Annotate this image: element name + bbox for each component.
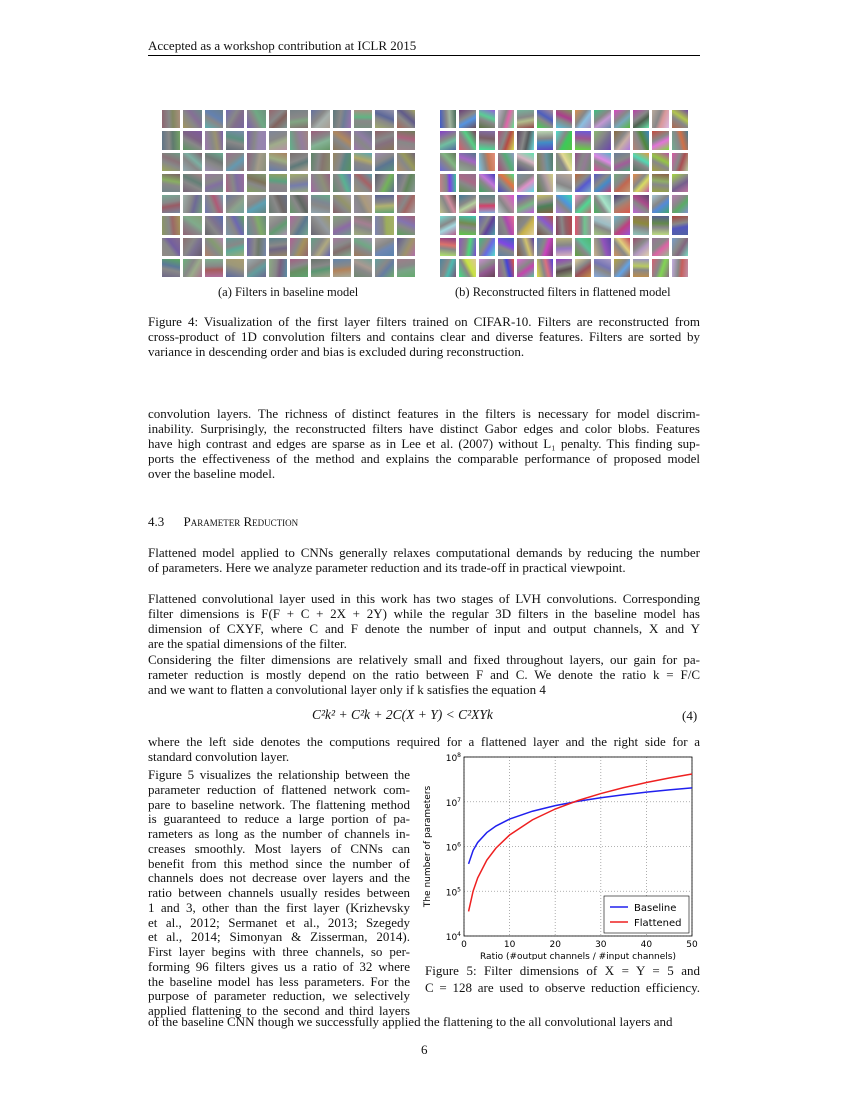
filter-tile bbox=[247, 131, 265, 149]
filter-tile bbox=[397, 174, 415, 192]
text-line: pare to baseline network. The flattening method bbox=[148, 796, 410, 812]
filter-tile bbox=[183, 110, 201, 128]
filter-tile bbox=[479, 216, 495, 234]
filter-tile bbox=[311, 195, 329, 213]
filter-tile bbox=[614, 153, 630, 171]
filter-tile bbox=[556, 131, 572, 149]
section-heading bbox=[148, 514, 298, 530]
filter-tile bbox=[556, 153, 572, 171]
filter-tile bbox=[205, 259, 223, 277]
baseline-filters-image bbox=[162, 110, 415, 277]
x-tick-label: 0 bbox=[461, 940, 467, 950]
filter-tile bbox=[575, 110, 591, 128]
text-line: First layer begins with three channels, so per- bbox=[148, 944, 410, 959]
filter-tile bbox=[614, 259, 630, 277]
filter-tile bbox=[517, 174, 533, 192]
filter-tile bbox=[498, 216, 514, 234]
filter-tile bbox=[290, 131, 308, 149]
filter-tile bbox=[652, 153, 668, 171]
filter-tile bbox=[498, 153, 514, 171]
filter-tile bbox=[517, 110, 533, 128]
filter-tile bbox=[375, 131, 393, 149]
filter-tile bbox=[594, 174, 610, 192]
filter-tile bbox=[556, 195, 572, 213]
paragraph-last-line: of the baseline CNN though we successfully applied the flattening to the all convolutional layers and bbox=[148, 1014, 673, 1029]
y-axis-label: The number of parameters bbox=[423, 785, 433, 908]
filter-tile bbox=[537, 238, 553, 256]
filter-tile bbox=[614, 174, 630, 192]
filter-tile bbox=[459, 153, 475, 171]
filter-tile bbox=[537, 110, 553, 128]
text-line: channels does not decrease over layers and the bbox=[148, 870, 410, 886]
filter-tile bbox=[290, 238, 308, 256]
text-line: the baseline model has less parameters. For the bbox=[148, 973, 410, 989]
filter-tile bbox=[354, 238, 372, 256]
filter-tile bbox=[440, 131, 456, 149]
x-axis-label: Ratio (#output channels / #input channels) bbox=[480, 952, 676, 960]
filter-tile bbox=[575, 216, 591, 234]
filter-tile bbox=[459, 216, 475, 234]
filter-tile bbox=[183, 195, 201, 213]
filter-tile bbox=[672, 195, 688, 213]
text-line: ratio between channels usually resides between bbox=[148, 885, 410, 900]
filter-tile bbox=[162, 131, 180, 149]
section-title: Parameter Reduction bbox=[183, 514, 299, 529]
filter-tile bbox=[556, 174, 572, 192]
filter-tile bbox=[183, 153, 201, 171]
filter-tile bbox=[226, 216, 244, 234]
filter-tile bbox=[311, 216, 329, 234]
flattened-filters-image bbox=[440, 110, 688, 277]
filter-tile bbox=[672, 259, 688, 277]
page-number: 6 bbox=[421, 1042, 428, 1057]
text-line: rameters as long as the number of channels in- bbox=[148, 826, 410, 841]
filter-tile bbox=[614, 195, 630, 213]
filter-tile bbox=[672, 110, 688, 128]
filter-tile bbox=[247, 259, 265, 277]
filter-tile bbox=[311, 259, 329, 277]
text-line: dimension of CXYF, where C and F denote the number of input and output channels, X and Y bbox=[148, 621, 700, 636]
filter-tile bbox=[375, 195, 393, 213]
filter-tile bbox=[652, 195, 668, 213]
filter-tile bbox=[517, 238, 533, 256]
filter-tile bbox=[575, 238, 591, 256]
filter-tile bbox=[633, 195, 649, 213]
text-line: have high contrast and edges are sparse as in Lee et al. (2007) without L₁ penalty. This finding sup- bbox=[148, 436, 700, 451]
text-line: Flattened convolutional layer used in this work has two stages of LVH convolutions. Corresponding bbox=[148, 591, 700, 606]
filter-tile bbox=[575, 195, 591, 213]
filter-tile bbox=[311, 131, 329, 149]
header-rule bbox=[148, 55, 700, 56]
filter-tile bbox=[290, 174, 308, 192]
filter-tile bbox=[269, 195, 287, 213]
filter-tile bbox=[633, 110, 649, 128]
filter-tile bbox=[269, 110, 287, 128]
filter-tile bbox=[247, 174, 265, 192]
filter-tile bbox=[594, 153, 610, 171]
filter-tile bbox=[479, 259, 495, 277]
filter-tile bbox=[226, 259, 244, 277]
text-line: of parameters. Here we analyze parameter reduction and its trade-off in practical viewpoint. bbox=[148, 560, 626, 575]
filter-tile bbox=[333, 110, 351, 128]
text-line: Considering the filter dimensions are relatively small and fixed throughout layers, our gain for pa- bbox=[148, 652, 700, 667]
figure5-chart bbox=[420, 745, 710, 960]
filter-tile bbox=[575, 174, 591, 192]
filter-tile bbox=[556, 259, 572, 277]
filter-tile bbox=[205, 174, 223, 192]
text-line: forming 96 filters gives us a ratio of 32 where bbox=[148, 958, 410, 974]
y-tick-label: $10^5$ bbox=[445, 886, 461, 899]
filter-tile bbox=[459, 259, 475, 277]
filter-tile bbox=[162, 195, 180, 213]
filter-tile bbox=[537, 259, 553, 277]
text-line: standard convolution layer. bbox=[148, 749, 290, 764]
equation: C²k² + C²k + 2C(X + Y) < C²XYk bbox=[312, 707, 493, 722]
filter-tile bbox=[205, 153, 223, 171]
filter-tile bbox=[440, 153, 456, 171]
filter-tile bbox=[440, 110, 456, 128]
subcaption-a: (a) Filters in baseline model bbox=[218, 285, 359, 299]
text-line: C = 128 are used to observe reduction efficiency. bbox=[425, 980, 700, 995]
text-line: rameter reduction is mostly depend on the ratio between F and C. We denote the ratio k = F/C bbox=[148, 667, 700, 682]
filter-tile bbox=[459, 238, 475, 256]
filter-tile bbox=[397, 259, 415, 277]
filter-tile bbox=[633, 216, 649, 234]
text-line: benefit from this method since the number of bbox=[148, 855, 410, 871]
filter-tile bbox=[354, 174, 372, 192]
filter-tile bbox=[375, 216, 393, 234]
filter-tile bbox=[556, 238, 572, 256]
text-line: et al., 2012; Sermanet et al., 2013; Szegedy bbox=[148, 914, 410, 930]
filter-tile bbox=[537, 153, 553, 171]
filter-tile bbox=[440, 216, 456, 234]
filter-tile bbox=[652, 131, 668, 149]
filter-tile bbox=[333, 238, 351, 256]
y-tick-label: $10^6$ bbox=[445, 841, 461, 854]
filter-tile bbox=[162, 238, 180, 256]
filter-tile bbox=[354, 153, 372, 171]
x-tick-label: 40 bbox=[640, 940, 653, 950]
subcaption-b: (b) Reconstructed filters in flattened model bbox=[455, 285, 671, 299]
filter-tile bbox=[226, 195, 244, 213]
filter-tile bbox=[652, 110, 668, 128]
filter-tile bbox=[517, 153, 533, 171]
filter-tile bbox=[575, 153, 591, 171]
running-header: Accepted as a workshop contribution at ICLR 2015 bbox=[148, 38, 417, 53]
filter-tile bbox=[397, 131, 415, 149]
filter-tile bbox=[290, 259, 308, 277]
filter-tile bbox=[162, 259, 180, 277]
legend-label: Baseline bbox=[634, 903, 677, 914]
x-tick-label: 50 bbox=[686, 940, 698, 950]
filter-tile bbox=[333, 216, 351, 234]
filter-tile bbox=[354, 131, 372, 149]
filter-tile bbox=[397, 153, 415, 171]
text-line: are the spatial dimensions of the filter. bbox=[148, 636, 347, 651]
filter-tile bbox=[517, 216, 533, 234]
filter-tile bbox=[498, 259, 514, 277]
filter-tile bbox=[333, 259, 351, 277]
filter-tile bbox=[375, 238, 393, 256]
filter-tile bbox=[162, 153, 180, 171]
filter-tile bbox=[556, 216, 572, 234]
filter-tile bbox=[672, 131, 688, 149]
filter-tile bbox=[479, 174, 495, 192]
filter-tile bbox=[183, 259, 201, 277]
filter-tile bbox=[375, 174, 393, 192]
filter-tile bbox=[440, 195, 456, 213]
filter-tile bbox=[537, 131, 553, 149]
filter-tile bbox=[397, 195, 415, 213]
filter-tile bbox=[575, 259, 591, 277]
filter-tile bbox=[459, 174, 475, 192]
filter-tile bbox=[498, 238, 514, 256]
filter-tile bbox=[226, 110, 244, 128]
filter-tile bbox=[397, 110, 415, 128]
filter-tile bbox=[672, 216, 688, 234]
filter-tile bbox=[290, 216, 308, 234]
filter-tile bbox=[479, 195, 495, 213]
filter-tile bbox=[247, 216, 265, 234]
text-line: variance in descending order and bias is excluded during reconstruction. bbox=[148, 344, 525, 359]
x-tick-label: 10 bbox=[503, 940, 516, 950]
y-tick-label: $10^7$ bbox=[445, 796, 461, 809]
filter-tile bbox=[575, 131, 591, 149]
filter-tile bbox=[183, 174, 201, 192]
filter-tile bbox=[594, 216, 610, 234]
text-line: applied flattening to the second and third layers bbox=[148, 1003, 410, 1018]
filter-tile bbox=[226, 174, 244, 192]
filter-tile bbox=[672, 153, 688, 171]
text-line: Figure 5 visualizes the relationship between the bbox=[148, 767, 410, 782]
filter-tile bbox=[311, 238, 329, 256]
filter-tile bbox=[269, 216, 287, 234]
filter-tile bbox=[614, 216, 630, 234]
filter-tile bbox=[440, 259, 456, 277]
filter-tile bbox=[594, 131, 610, 149]
filter-tile bbox=[397, 238, 415, 256]
filter-tile bbox=[498, 131, 514, 149]
filter-tile bbox=[459, 131, 475, 149]
filter-tile bbox=[311, 174, 329, 192]
filter-tile bbox=[517, 131, 533, 149]
equation-number: (4) bbox=[682, 708, 698, 723]
text-line: over the baseline model. bbox=[148, 466, 276, 481]
x-tick-label: 20 bbox=[549, 940, 561, 950]
filter-tile bbox=[633, 153, 649, 171]
text-line: Flattened model applied to CNNs generally relaxes computational demands by reducing the number bbox=[148, 545, 700, 560]
filter-tile bbox=[290, 153, 308, 171]
filter-tile bbox=[440, 174, 456, 192]
text-line: et al., 2014; Simonyan & Zisserman, 2014). bbox=[148, 929, 410, 945]
filter-tile bbox=[269, 238, 287, 256]
filter-tile bbox=[537, 174, 553, 192]
filter-tile bbox=[479, 238, 495, 256]
filter-tile bbox=[633, 238, 649, 256]
filter-tile bbox=[354, 195, 372, 213]
filter-tile bbox=[537, 216, 553, 234]
filter-tile bbox=[517, 259, 533, 277]
filter-tile bbox=[375, 153, 393, 171]
filter-tile bbox=[183, 131, 201, 149]
filter-tile bbox=[354, 259, 372, 277]
filter-tile bbox=[375, 110, 393, 128]
filter-tile bbox=[162, 110, 180, 128]
text-line: is guaranteed to reduce a large portion of pa- bbox=[148, 811, 410, 827]
filter-tile bbox=[247, 153, 265, 171]
filter-tile bbox=[354, 216, 372, 234]
filter-tile bbox=[375, 259, 393, 277]
filter-tile bbox=[672, 238, 688, 256]
filter-tile bbox=[205, 110, 223, 128]
filter-tile bbox=[594, 238, 610, 256]
filter-tile bbox=[479, 153, 495, 171]
filter-tile bbox=[459, 110, 475, 128]
text-line: Figure 4: Visualization of the first layer filters trained on CIFAR-10. Filters are reconstructed from bbox=[148, 314, 700, 329]
filter-tile bbox=[183, 216, 201, 234]
filter-tile bbox=[226, 153, 244, 171]
y-tick-label: $10^8$ bbox=[445, 752, 461, 764]
filter-tile bbox=[269, 153, 287, 171]
text-line: 1 and 3, other than the first layer (Krizhevsky bbox=[148, 899, 410, 915]
filter-tile bbox=[652, 259, 668, 277]
filter-tile bbox=[614, 238, 630, 256]
filter-tile bbox=[269, 131, 287, 149]
text-line: purpose of parameter reduction, we selectively bbox=[148, 988, 410, 1004]
filter-tile bbox=[290, 110, 308, 128]
filter-tile bbox=[633, 259, 649, 277]
filter-tile bbox=[614, 131, 630, 149]
filter-tile bbox=[397, 216, 415, 234]
filter-tile bbox=[633, 131, 649, 149]
filter-tile bbox=[333, 131, 351, 149]
text-line: where the left side denotes the computions required for a flattened layer and the right side for a bbox=[148, 734, 700, 749]
filter-tile bbox=[517, 195, 533, 213]
text-line: and we want to flatten a convolutional layer only if k satisfies the equation 4 bbox=[148, 682, 546, 697]
filter-tile bbox=[333, 153, 351, 171]
filter-tile bbox=[247, 238, 265, 256]
text-line: convolution layers. The richness of distinct features in the filters is necessary for model discrim- bbox=[148, 406, 700, 421]
filter-tile bbox=[354, 110, 372, 128]
filter-tile bbox=[226, 238, 244, 256]
filter-tile bbox=[498, 110, 514, 128]
filter-tile bbox=[162, 216, 180, 234]
filter-tile bbox=[226, 131, 244, 149]
filter-tile bbox=[333, 174, 351, 192]
text-line: creases smoothly. Most layers of CNNs can bbox=[148, 840, 410, 856]
filter-tile bbox=[498, 174, 514, 192]
text-line: parameter reduction of flattened network com- bbox=[148, 781, 410, 797]
filter-tile bbox=[205, 238, 223, 256]
y-tick-label: $10^4$ bbox=[445, 931, 461, 943]
filter-tile bbox=[333, 195, 351, 213]
filter-tile bbox=[556, 110, 572, 128]
filter-tile bbox=[162, 174, 180, 192]
filter-tile bbox=[269, 259, 287, 277]
filter-tile bbox=[269, 174, 287, 192]
filter-tile bbox=[440, 238, 456, 256]
filter-tile bbox=[311, 110, 329, 128]
filter-tile bbox=[205, 131, 223, 149]
filter-tile bbox=[311, 153, 329, 171]
series-line-flattened bbox=[469, 774, 692, 912]
text-line: filter dimensions is F(F + C + 2X + 2Y) while the regular 3D filters in the baseline model has bbox=[148, 606, 700, 621]
filter-tile bbox=[537, 195, 553, 213]
filter-tile bbox=[247, 195, 265, 213]
filter-tile bbox=[633, 174, 649, 192]
filter-tile bbox=[183, 238, 201, 256]
filter-tile bbox=[652, 216, 668, 234]
filter-tile bbox=[205, 195, 223, 213]
filter-tile bbox=[479, 110, 495, 128]
text-line: inability. Surprisingly, the reconstructed filters have distinct Gabor edges and color blobs. Features bbox=[148, 421, 700, 436]
filter-tile bbox=[652, 174, 668, 192]
text-line: ports the effectiveness of the method and explains the comparable performance of proposed model bbox=[148, 451, 700, 466]
filter-tile bbox=[594, 110, 610, 128]
x-tick-label: 30 bbox=[595, 940, 607, 950]
legend-label: Flattened bbox=[634, 918, 682, 929]
filter-tile bbox=[479, 131, 495, 149]
filter-tile bbox=[247, 110, 265, 128]
filter-tile bbox=[498, 195, 514, 213]
filter-tile bbox=[672, 174, 688, 192]
filter-tile bbox=[205, 216, 223, 234]
filter-tile bbox=[290, 195, 308, 213]
filter-tile bbox=[614, 110, 630, 128]
filter-tile bbox=[594, 195, 610, 213]
section-number: 4.3 bbox=[148, 514, 165, 529]
filter-tile bbox=[594, 259, 610, 277]
text-line: cross-product of 1D convolution filters and contains clear and diverse features. Filters are sorted by bbox=[148, 329, 700, 344]
filter-tile bbox=[459, 195, 475, 213]
text-line: Figure 5: Filter dimensions of X = Y = 5 and bbox=[425, 963, 700, 978]
filter-tile bbox=[652, 238, 668, 256]
